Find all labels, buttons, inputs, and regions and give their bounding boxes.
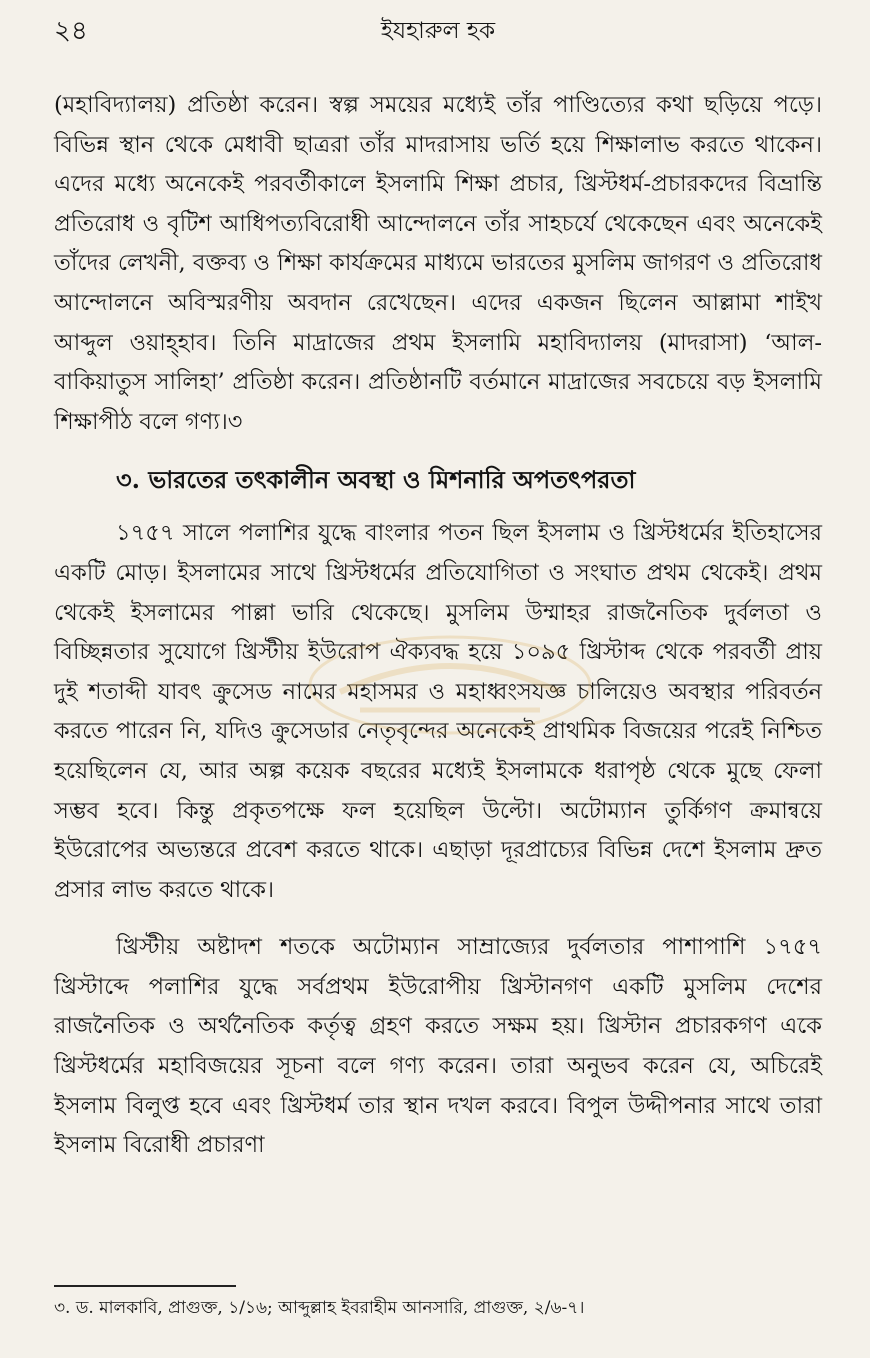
paragraph-2: ১৭৫৭ সালে পলাশির যুদ্ধে বাংলার পতন ছিল ইসলাম ও খ্রিস্টধর্মের ইতিহাসের একটি মোড়। ইসলামের সাথে খ্রিস্টধর্মের প্রতিযোগিতা ও সংঘাত প্রথম থেকেই। প্রথম থেকেই ইসলামের পাল্লা ভারি থেকেছে। মুসলিম উম্মাহর রাজনৈতিক দুর্বলতা ও বিচ্ছিন্নতার সুযোগে খ্রিস্টীয় ইউরোপ ঐক্যবদ্ধ হয়ে ১০৯৫ খ্রিস্টাব্দ থেকে পরবর্তী প্রায় দুই শতাব্দী যাবৎ ক্রুসেড নামের মহাসমর ও মহাধ্বংসযজ্ঞ চালিয়েও অবস্থার পরিবর্তন করতে পারেন নি, যদিও ক্রুসেডার নেতৃবৃন্দের অনেকেই প্রাথমিক বিজয়ের পরেই নিশ্চিত হয়েছিলেন যে, আর অল্প কয়েক বছরের মধ্যেই ইসলামকে ধরাপৃষ্ঠ থেকে মুছে ফেলা সম্ভব হবে। কিন্তু প্রকৃতপক্ষে ফল হয়েছিল উল্টো। অটোম্যান তুর্কিগণ ক্রমান্বয়ে ইউরোপের অভ্যন্তরে প্রবেশ করতে থাকে। এছাড়া দূরপ্রাচ্যের বিভিন্ন দেশে ইসলাম দ্রুত প্রসার লাভ করতে থাকে। [54,520,822,903]
footnote-divider [54,1285,236,1287]
paragraph-3: খ্রিস্টীয় অষ্টাদশ শতকে অটোম্যান সাম্রাজ্যের দুর্বলতার পাশাপাশি ১৭৫৭ খ্রিস্টাব্দে পলাশির যুদ্ধে সর্বপ্রথম ইউরোপীয় খ্রিস্টানগণ একটি মুসলিম দেশের রাজনৈতিক ও অর্থনৈতিক কর্তৃত্ব গ্রহণ করতে সক্ষম হয়। খ্রিস্টান প্রচারকগণ একে খ্রিস্টধর্মের মহাবিজয়ের সূচনা বলে গণ্য করেন। তারা অনুভব করেন যে, অচিরেই ইসলাম বিলুপ্ত হবে এবং খ্রিস্টধর্ম তার স্থান দখল করবে। বিপুল উদ্দীপনার সাথে তারা ইসলাম বিরোধী প্রচারণা [54,934,822,1159]
section-heading: ৩. ভারতের তৎকালীন অবস্থা ও মিশনারি অপতৎপরতা [116,465,636,495]
body-text [54,86,822,1166]
paragraph-1: (মহাবিদ্যালয়) প্রতিষ্ঠা করেন। স্বল্প সময়ের মধ্যেই তাঁর পাণ্ডিত্যের কথা ছড়িয়ে পড়ে। বিভিন্ন স্থান থেকে মেধাবী ছাত্ররা তাঁর মাদরাসায় ভর্তি হয়ে শিক্ষালাভ করতে থাকেন। এদের মধ্যে অনেকেই পরবর্তীকালে ইসলামি শিক্ষা প্রচার, খ্রিস্টধর্ম-প্রচারকদের বিভ্রান্তি প্রতিরোধ ও বৃটিশ আধিপত্যবিরোধী আন্দোলনে তাঁর সাহচর্যে থেকেছেন এবং অনেকেই তাঁদের লেখনী, বক্তব্য ও শিক্ষা কার্যক্রমের মাধ্যমে ভারতের মুসলিম জাগরণ ও প্রতিরোধ আন্দোলনে অবিস্মরণীয় অবদান রেখেছেন। এদের একজন ছিলেন আল্লামা শাইখ আব্দুল ওয়াহ্হাব। তিনি মাদ্রাজের প্রথম ইসলামি মহাবিদ্যালয় (মাদরাসা) ‘আল-বাকিয়াতুস সালিহা’ প্রতিষ্ঠা করেন। প্রতিষ্ঠানটি বর্তমানে মাদ্রাজের সবচেয়ে বড় ইসলামি শিক্ষাপীঠ বলে গণ্য।৩ [54,92,822,435]
paragraph-spacer [54,910,822,928]
footnote: ৩. ড. মালকাবি, প্রাগুক্ত, ১/১৬; আব্দুল্লাহ ইবরাহীম আনসারি, প্রাগুক্ত, ২/৬-৭। [54,1298,585,1318]
page-header [54,10,822,52]
page-number: ২৪ [54,16,88,46]
running-title: ইযহারুল হক [380,18,496,44]
